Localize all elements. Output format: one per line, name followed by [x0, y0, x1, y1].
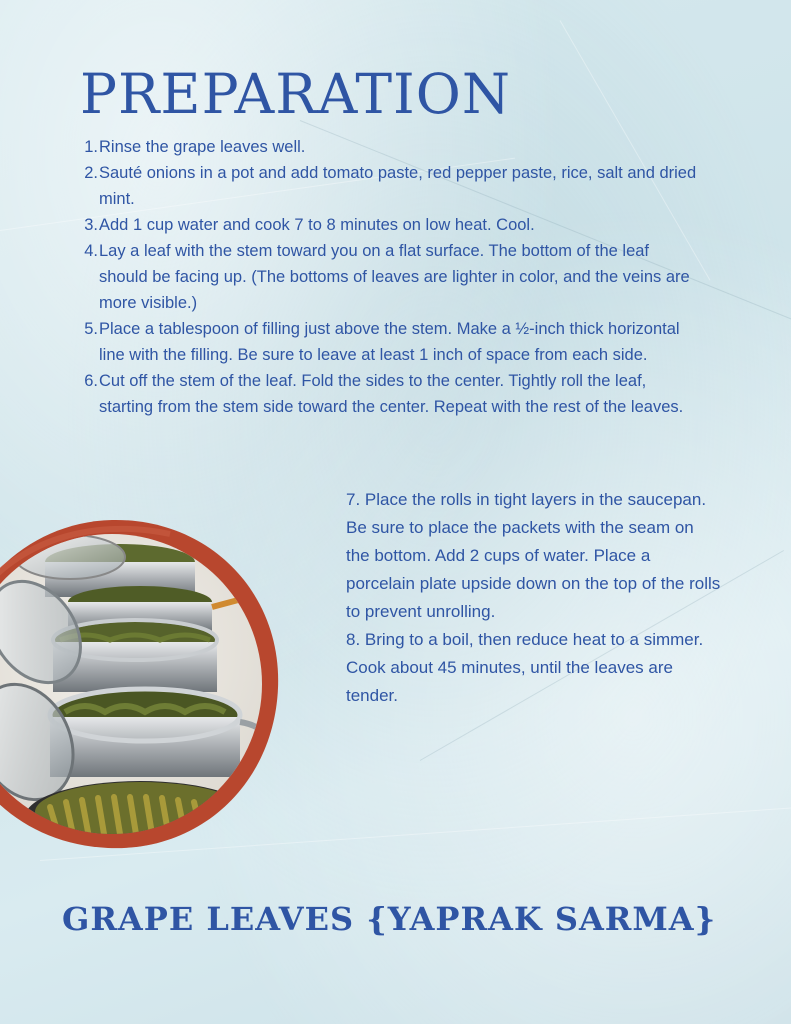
- step-text: Cut off the stem of the leaf. Fold the sides to the center. Tightly roll the leaf, starting from the stem side toward the center. Repeat with the rest of the leaves.: [99, 372, 684, 416]
- list-item: [80, 238, 700, 316]
- step-7-text: 7. Place the rolls in tight layers in the saucepan. Be sure to place the packets with the seam on the bottom. Add 2 cups of water. Place a porcelain plate upside down on the top of the rolls to prevent unrolling.: [346, 490, 721, 621]
- food-photo: [0, 512, 285, 857]
- list-item: [80, 316, 700, 368]
- page-title: PREPARATION: [80, 62, 511, 126]
- step-8-text: 8. Bring to a boil, then reduce heat to a simmer. Cook about 45 minutes, until the leaves are tender.: [346, 630, 704, 705]
- step-number: 1.: [84, 138, 98, 156]
- step-text: Rinse the grape leaves well.: [99, 138, 306, 156]
- list-item: [80, 160, 700, 212]
- recipe-name-footer: GRAPE LEAVES {YAPRAK SARMA}: [62, 900, 717, 938]
- list-item: [80, 134, 700, 160]
- step-number: 4.: [84, 242, 98, 260]
- continued-steps: [346, 486, 721, 710]
- list-item: [80, 212, 700, 238]
- step-text: Sauté onions in a pot and add tomato paste, red pepper paste, rice, salt and dried mint.: [99, 164, 697, 208]
- step-number: 5.: [84, 320, 98, 338]
- step-text: Lay a leaf with the stem toward you on a flat surface. The bottom of the leaf should be facing up. (The bottoms of leaves are lighter in color, and the veins are more visible.): [99, 242, 690, 312]
- step-number: 3.: [84, 216, 98, 234]
- preparation-steps-list: [80, 134, 700, 420]
- step-number: 6.: [84, 372, 98, 390]
- step-number: 2.: [84, 164, 98, 182]
- step-text: Place a tablespoon of filling just above the stem. Make a ½-inch thick horizontal line with the filling. Be sure to leave at least 1 inch of space from each side.: [99, 320, 680, 364]
- cooking-pots-image: [0, 512, 285, 857]
- step-text: Add 1 cup water and cook 7 to 8 minutes on low heat. Cool.: [99, 216, 535, 234]
- list-item: [80, 368, 700, 420]
